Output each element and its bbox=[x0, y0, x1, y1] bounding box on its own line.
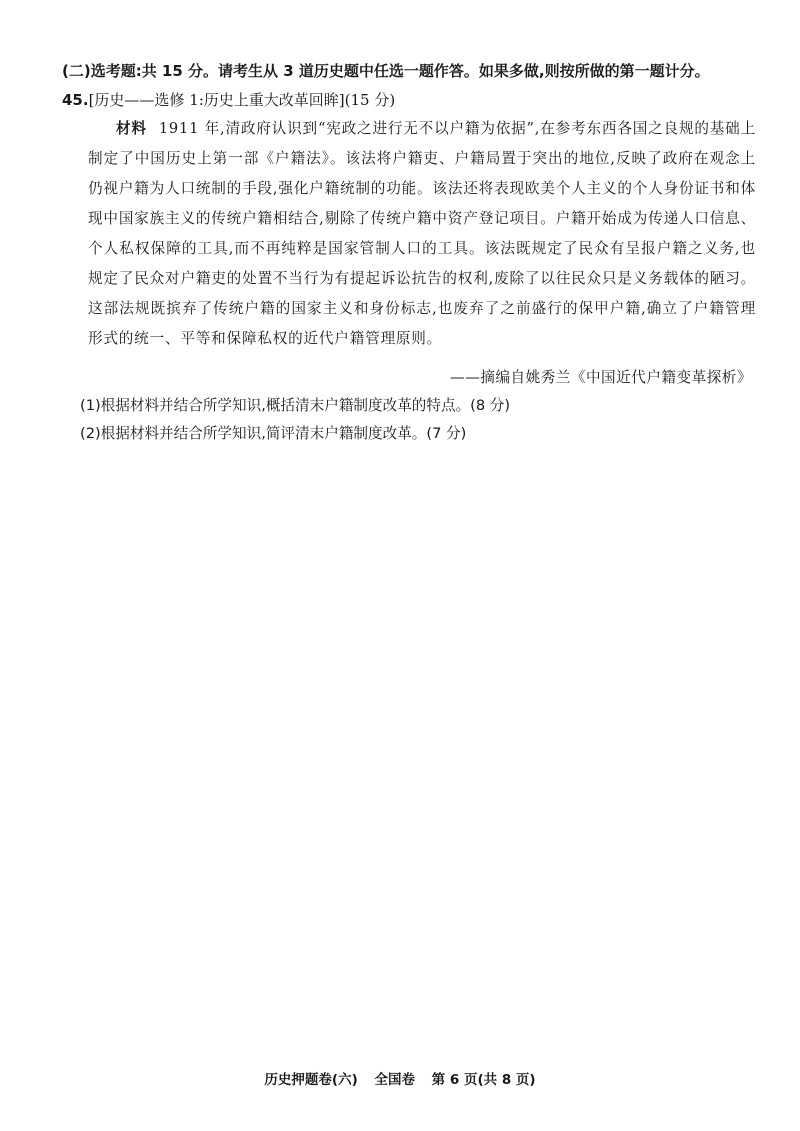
footer-region: 全国卷 bbox=[374, 1072, 415, 1088]
material-text: 1911 年,清政府认识到“宪政之进行无不以户籍为依据”,在参考东西各国之良规的基础上制定了中国历史上第一部《户籍法》。该法将户籍吏、户籍局置于突出的地位,反映了政府在观念上仍视户籍为人口统制的手段,强化户籍统制的功能。该法还将表现欧美个人主义的个人身份证书和体现中国家族主义的传统户籍相结合,剔除了传统户籍中资产登记项目。户籍开始成为传递人口信息、个人私权保障的工具,而不再纯粹是国家管制人口的工具。该法既规定了民众有呈报户籍之义务,也规定了民众对户籍吏的处置不当行为有提起诉讼抗告的权利,废除了以往民众只是义务载体的陋习。这部法规既摈弃了传统户籍的国家主义和身份标志,也废弃了之前盛行的保甲户籍,确立了户籍管理形式的统一、平等和保障私权的近代户籍管理原则。 bbox=[88, 120, 756, 347]
question-heading bbox=[62, 89, 762, 111]
question-number: 45. bbox=[62, 91, 89, 109]
sub-question-2: (2)根据材料并结合所学知识,简评清末户籍制度改革。(7 分) bbox=[80, 425, 467, 442]
footer-exam-name: 历史押题卷(六) bbox=[264, 1072, 358, 1088]
page-footer bbox=[0, 1070, 800, 1090]
material-paragraph bbox=[88, 114, 756, 354]
material-label: 材料 bbox=[116, 120, 147, 137]
section-header: (二)选考题:共 15 分。请考生从 3 道历史题中任选一题作答。如果多做,则按所做的第一题计分。 bbox=[62, 62, 710, 80]
sub-question-1: (1)根据材料并结合所学知识,概括清末户籍制度改革的特点。(8 分) bbox=[80, 397, 511, 414]
footer-page-info: 第 6 页(共 8 页) bbox=[431, 1072, 536, 1088]
material-source: ——摘编自姚秀兰《中国近代户籍变革探析》 bbox=[450, 369, 752, 386]
question-title: [历史——选修 1:历史上重大改革回眸](15 分) bbox=[88, 91, 396, 109]
